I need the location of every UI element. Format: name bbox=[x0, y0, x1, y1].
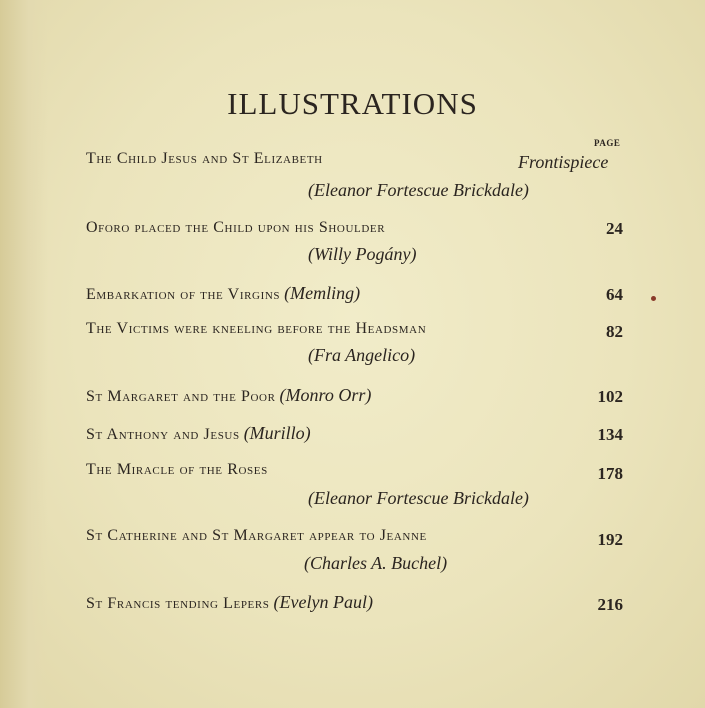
illustration-caption: St Margaret and the Poor bbox=[86, 388, 276, 405]
list-item bbox=[86, 527, 427, 545]
artist-credit: (Murillo) bbox=[243, 423, 311, 443]
list-item bbox=[86, 592, 373, 613]
illustration-caption: St Anthony and Jesus bbox=[86, 426, 240, 443]
list-item bbox=[86, 320, 426, 338]
illustration-caption: The Child Jesus and St Elizabeth bbox=[86, 150, 323, 167]
illustration-caption: St Catherine and St Margaret appear to Jeanne bbox=[86, 527, 427, 544]
paper-speck bbox=[651, 296, 656, 301]
page-number: 82 bbox=[606, 322, 623, 341]
artist-credit: (Monro Orr) bbox=[279, 385, 372, 405]
page-number: 134 bbox=[597, 425, 623, 444]
illustration-caption: The Victims were kneeling before the Headsman bbox=[86, 320, 427, 337]
page-number: 24 bbox=[606, 219, 623, 238]
page-number: 216 bbox=[597, 595, 623, 614]
page-column-label: PAGE bbox=[594, 138, 621, 148]
illustration-caption: The Miracle of the Roses bbox=[86, 461, 268, 478]
list-item bbox=[86, 423, 311, 444]
list-item bbox=[86, 385, 371, 406]
illustration-caption: St Francis tending Lepers bbox=[86, 595, 270, 612]
artist-credit: (Memling) bbox=[284, 283, 361, 303]
page-number: 192 bbox=[597, 530, 623, 549]
list-item bbox=[86, 461, 268, 479]
list-item bbox=[86, 283, 360, 304]
illustration-caption: Embarkation of the Virgins bbox=[86, 286, 281, 303]
list-item bbox=[86, 219, 385, 237]
artist-credit: (Fra Angelico) bbox=[308, 345, 416, 365]
artist-credit: (Charles A. Buchel) bbox=[304, 553, 448, 573]
artist-credit: (Willy Pogány) bbox=[308, 244, 417, 264]
artist-credit: (Eleanor Fortescue Brickdale) bbox=[308, 488, 529, 508]
artist-credit: (Evelyn Paul) bbox=[273, 592, 373, 612]
page-number: 102 bbox=[597, 387, 623, 406]
list-item bbox=[86, 150, 323, 168]
page-number: Frontispiece bbox=[518, 152, 609, 172]
artist-credit: (Eleanor Fortescue Brickdale) bbox=[308, 180, 529, 200]
page-number: 178 bbox=[597, 464, 623, 483]
page-number: 64 bbox=[606, 285, 623, 304]
page-title: ILLUSTRATIONS bbox=[227, 86, 478, 121]
illustration-caption: Oforo placed the Child upon his Shoulder bbox=[86, 219, 386, 236]
